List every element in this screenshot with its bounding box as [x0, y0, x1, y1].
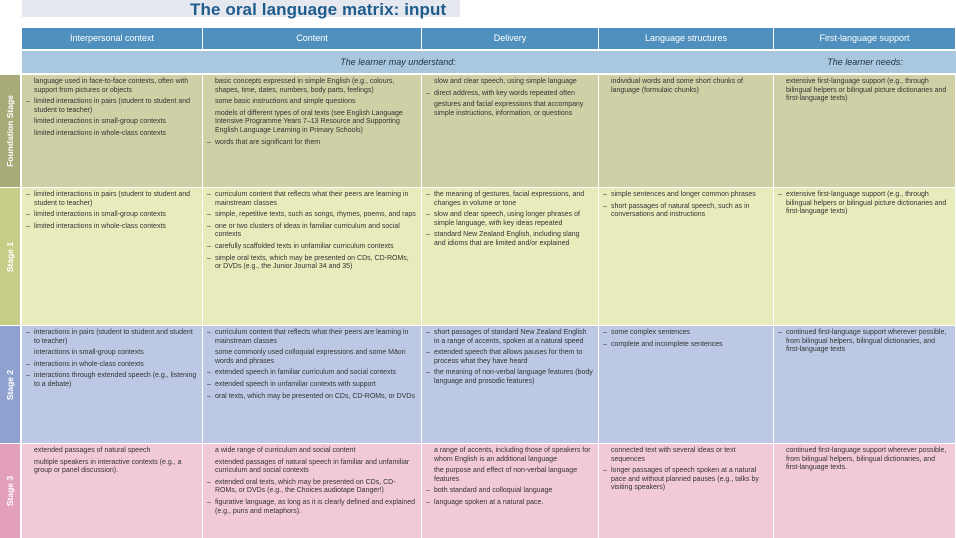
cell-item: – language spoken at a natural pace. [434, 499, 593, 508]
cell-item: language used in face-to-face contexts, often with support from pictures or objects [34, 78, 189, 94]
cell-content [203, 75, 422, 187]
cell-item: multiple speakers in interactive contexts (e.g., a group or panel discussion). [34, 458, 182, 475]
cell-item: a range of accents, including those of speakers for whom English is an additional language [434, 447, 591, 463]
stage-label-2 [0, 326, 20, 443]
cell-item: – limited interactions in whole-class contexts [34, 223, 197, 232]
cell-item: – curriculum content that reflects what their peers are learning in mainstream classes [215, 329, 416, 346]
cell-item: some basic instructions and simple questions [215, 98, 356, 106]
cell-item: – one or two clusters of ideas in familiar curriculum and social contexts [215, 223, 416, 240]
cell-item: connected text with several ideas or text sequences [611, 447, 736, 463]
cell-item: – slow and clear speech, using longer phrases of simple language, with key ideas repeated [434, 211, 593, 228]
cell-item: gestures and facial expressions that accompany simple instructions, information, or questions [434, 101, 584, 117]
cell-item: – interactions in whole-class contexts [34, 361, 197, 370]
cell-structures [599, 444, 774, 538]
cell-content [203, 188, 422, 325]
cell-item: – extended speech in familiar curriculum and social contexts [215, 369, 416, 378]
cell-item: – extensive first-language support (e.g., through bilingual helpers or bilingual picture dictionaries and first-language texts) [786, 191, 950, 217]
cell-item: – extended speech that allows pauses for them to process what they have heard [434, 349, 593, 366]
cell-item: – simple oral texts, which may be presented on CDs, CD-ROMs, or DVDs (e.g., the Junior Journal 34 and 35) [215, 255, 416, 272]
cell-item: – oral texts, which may be presented on CDs, CD-ROMs, or DVDs [215, 393, 416, 402]
cell-item: limited interactions in small-group contexts [34, 118, 166, 126]
cell-item: – the meaning of non-verbal language features (body language and prosodic features) [434, 369, 593, 386]
stage-label-text: Stage 3 [5, 475, 15, 507]
cell-structures [599, 188, 774, 325]
cell-item: slow and clear speech, using simple language [434, 78, 577, 85]
cell-item: – both standard and colloquial language [434, 487, 593, 496]
column-header-language-structures: Language structures [599, 28, 774, 49]
cell-interpersonal [22, 326, 203, 443]
cell-item: – the meaning of gestures, facial expressions, and changes in volume or tone [434, 191, 593, 208]
cell-interpersonal [22, 444, 203, 538]
column-header-interpersonal: Interpersonal context [22, 28, 203, 49]
cell-item: – complete and incomplete sentences [611, 341, 768, 350]
subheader-understand: The learner may understand: [340, 57, 456, 67]
cell-item: – extended oral texts, which may be presented on CDs, CD-ROMs, or DVDs (e.g., the Choices audiotape Danger!) [215, 479, 416, 496]
stage-label-0 [0, 75, 20, 187]
cell-first-language [774, 326, 956, 443]
cell-item: – extended speech in unfamiliar contexts with support [215, 381, 416, 390]
cell-item: – figurative language, as long as it is clearly defined and explained (e.g., puns and metaphors). [215, 499, 416, 516]
cell-item: basic concepts expressed in simple English (e.g., colours, shapes, time, dates, numbers, body parts, feelings) [215, 78, 395, 94]
column-header-delivery: Delivery [422, 28, 599, 49]
cell-item: extensive first-language support (e.g., through bilingual helpers or bilingual picture dictionaries and first-language texts) [786, 78, 947, 103]
cell-item: extended passages of natural speech [34, 447, 151, 454]
cell-item: – longer passages of speech spoken at a natural pace and without planned pauses (e.g., talks by visiting speakers) [611, 467, 768, 493]
cell-delivery [422, 444, 599, 538]
cell-item: some commonly used colloquial expressions and some Māori words and phrases [215, 349, 406, 365]
cell-item: – some complex sentences [611, 329, 768, 338]
cell-item: – interactions through extended speech (e.g., listening to a debate) [34, 372, 197, 389]
stage-label-text: Stage 1 [5, 241, 15, 272]
cell-delivery [422, 326, 599, 443]
cell-item: continued first-language support wherever possible, from bilingual helpers, bilingual dictionaries, and first-language texts. [786, 447, 947, 472]
cell-item: – simple sentences and longer common phrases [611, 191, 768, 200]
cell-delivery [422, 75, 599, 187]
cell-content [203, 444, 422, 538]
subheader-needs: The learner needs: [827, 57, 903, 67]
cell-first-language [774, 188, 956, 325]
cell-item: interactions in small-group contexts [34, 349, 144, 357]
cell-structures [599, 326, 774, 443]
column-header-content: Content [203, 28, 422, 49]
cell-item: a wide range of curriculum and social content [215, 447, 356, 454]
cell-structures [599, 75, 774, 187]
stage-label-text: Foundation Stage [5, 95, 15, 167]
cell-item: – simple, repetitive texts, such as songs, rhymes, poems, and raps [215, 211, 416, 220]
cell-item: limited interactions in whole-class contexts [34, 129, 166, 137]
cell-item: – limited interactions in pairs (student to student and student to teacher) [34, 191, 197, 208]
cell-item: – short passages of standard New Zealand English in a range of accents, spoken at a natural speed [434, 329, 593, 346]
cell-item: – interactions in pairs (student to student and student to teacher) [34, 329, 197, 346]
cell-item: – short passages of natural speech, such as in conversations and instructions [611, 203, 768, 220]
cell-delivery [422, 188, 599, 325]
stage-label-3 [0, 444, 20, 538]
cell-item: – words that are significant for them [215, 139, 416, 148]
page-title: The oral language matrix: input [190, 0, 447, 19]
cell-interpersonal [22, 188, 203, 325]
cell-item: individual words and some short chunks of language (formulaic chunks) [611, 78, 743, 94]
cell-item: – carefully scaffolded texts in unfamiliar curriculum contexts [215, 243, 416, 252]
cell-item: extended passages of natural speech in familiar and unfamiliar curriculum and social contexts [215, 458, 410, 475]
cell-item: – limited interactions in pairs (student to student and student to teacher) [34, 98, 197, 115]
cell-item: models of different types of oral texts (see English Language Intensive Programme Years 7–13 Resource and Supporting English Language Learning in Primary Schools) [215, 109, 403, 134]
column-header-first-language: First-language support [774, 28, 956, 49]
cell-item: – limited interactions in small-group contexts [34, 211, 197, 220]
stage-label-1 [0, 188, 20, 325]
cell-content [203, 326, 422, 443]
cell-first-language [774, 75, 956, 187]
cell-item: – standard New Zealand English, including slang and idioms that are limited and/or explained [434, 231, 593, 248]
cell-interpersonal [22, 75, 203, 187]
cell-item: – continued first-language support wherever possible, from bilingual helpers, bilingual dictionaries, and first-language texts [786, 329, 950, 355]
cell-item: – curriculum content that reflects what their peers are learning in mainstream classes [215, 191, 416, 208]
cell-item: the purpose and effect of non-verbal language features [434, 467, 578, 483]
cell-first-language [774, 444, 956, 538]
stage-label-text: Stage 2 [5, 369, 15, 400]
cell-item: – direct address, with key words repeated often [434, 90, 593, 99]
